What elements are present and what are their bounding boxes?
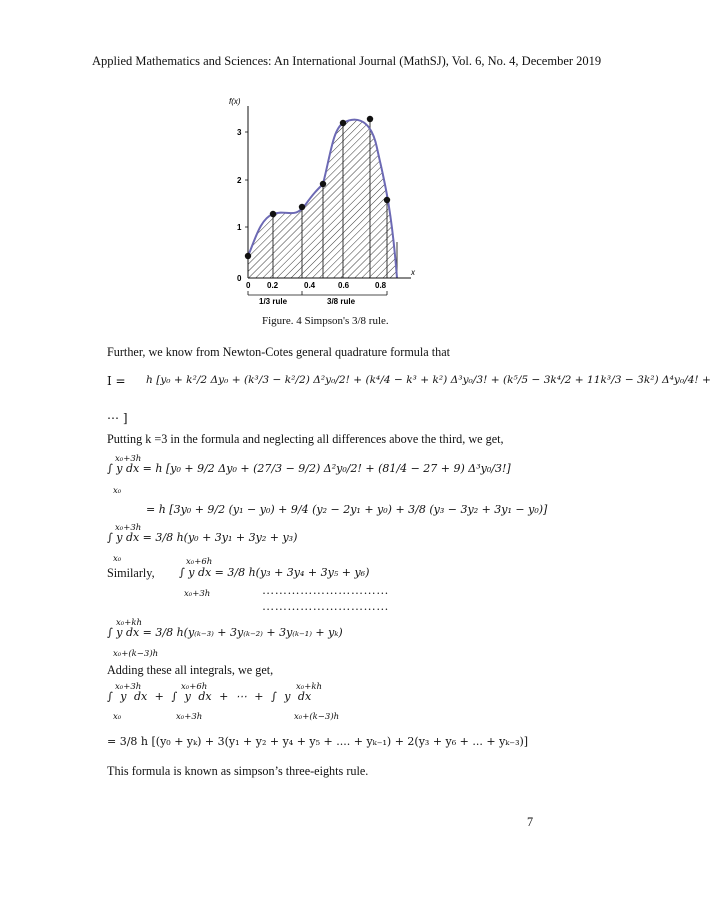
conclusion-paragraph: This formula is known as simpson’s three-eights rule. xyxy=(107,764,369,778)
x-tick: 0.8 xyxy=(375,281,387,290)
newton-cotes-lhs: I = xyxy=(107,374,126,388)
y-tick: 1 xyxy=(237,223,242,232)
x-tick: 0.4 xyxy=(304,281,316,290)
newton-cotes-continuation: ⋯ ] xyxy=(107,411,128,425)
y-tick: 3 xyxy=(237,128,242,137)
putting-paragraph: Putting k =3 in the formula and neglecting all differences above the third, we get, xyxy=(107,432,504,446)
eq5-lower-limit: x₀+(k−3)h xyxy=(113,649,159,659)
eq6: ∫ y dx + ∫ y dx + ⋯ + ∫ y dx xyxy=(107,690,312,703)
eq7-final: = 3/8 h [(y₀ + yₖ) + 3(y₁ + y₂ + y₄ + y₅ + .... + yₖ₋₁) + 2(y₃ + y₆ + ... + yₖ₋₃)] xyxy=(107,735,529,748)
eq6-upper-limit-3: x₀+kh xyxy=(296,682,322,692)
eq1-lower-limit: x₀ xyxy=(113,486,122,496)
rule-brackets xyxy=(248,291,387,295)
eq3-lower-limit: x₀ xyxy=(113,554,122,564)
ellipsis-row-2: ………………………… xyxy=(262,599,389,613)
eq4-lower-limit: x₀+3h xyxy=(184,589,211,599)
hatched-area xyxy=(248,120,397,278)
rule-label-13: 1/3 rule xyxy=(259,297,288,306)
eq5-upper-limit: x₀+kh xyxy=(116,618,142,628)
x-tick: 0 xyxy=(246,281,251,290)
eq3-upper-limit: x₀+3h xyxy=(115,523,142,533)
adding-paragraph: Adding these all integrals, we get, xyxy=(107,663,274,677)
eq1: ∫ y dx = h [y₀ + 9/2 Δy₀ + (27/3 − 9/2) Δ²y₀/2! + (81/4 − 27 + 9) Δ³y₀/3!] xyxy=(107,462,511,475)
x-axis-label: x xyxy=(411,268,415,277)
x-tick: 0.2 xyxy=(267,281,279,290)
eq6-lower-limit-2: x₀+3h xyxy=(176,712,203,722)
page-number: 7 xyxy=(527,815,534,829)
figure-caption: Figure. 4 Simpson's 3/8 rule. xyxy=(262,315,389,327)
y-tick: 2 xyxy=(237,176,242,185)
eq5: ∫ y dx = 3/8 h(y₍ₖ₋₃₎ + 3y₍ₖ₋₂₎ + 3y₍ₖ₋₁₎ + yₖ) xyxy=(107,626,343,639)
intro-paragraph: Further, we know from Newton-Cotes general quadrature formula that xyxy=(107,345,451,359)
ellipsis-row-1: ………………………… xyxy=(262,583,389,597)
x-tick: 0.6 xyxy=(338,281,350,290)
eq6-lower-limit-1: x₀ xyxy=(113,712,122,722)
newton-cotes-formula: h [y₀ + k²/2 Δy₀ + (k³/3 − k²/2) Δ²y₀/2! + (k⁴/4 − k³ + k²) Δ³y₀/3! + (k⁵/5 − 3k⁴/2 + 11k³/3 − 3k²) Δ⁴y₀/4! + xyxy=(146,374,711,386)
rule-label-38: 3/8 rule xyxy=(327,297,356,306)
eq4-upper-limit: x₀+6h xyxy=(186,557,213,567)
eq2: = h [3y₀ + 9/2 (y₁ − y₀) + 9/4 (y₂ − 2y₁ + y₀) + 3/8 (y₃ − 3y₂ + 3y₁ − y₀)] xyxy=(146,503,548,516)
y-axis-label: f(x) xyxy=(229,97,241,106)
eq6-upper-limit-1: x₀+3h xyxy=(115,682,142,692)
simpson-figure xyxy=(215,92,430,306)
similarly-label: Similarly, xyxy=(107,566,155,580)
y-tick: 0 xyxy=(237,274,242,283)
eq4: ∫ y dx = 3/8 h(y₃ + 3y₄ + 3y₅ + y₆) xyxy=(179,566,370,579)
journal-header: Applied Mathematics and Sciences: An International Journal (MathSJ), Vol. 6, No. 4, December 2019 xyxy=(92,54,602,68)
eq1-upper-limit: x₀+3h xyxy=(115,454,142,464)
eq6-upper-limit-2: x₀+6h xyxy=(181,682,208,692)
eq3: ∫ y dx = 3/8 h(y₀ + 3y₁ + 3y₂ + y₃) xyxy=(107,531,298,544)
eq6-lower-limit-3: x₀+(k−3)h xyxy=(294,712,340,722)
